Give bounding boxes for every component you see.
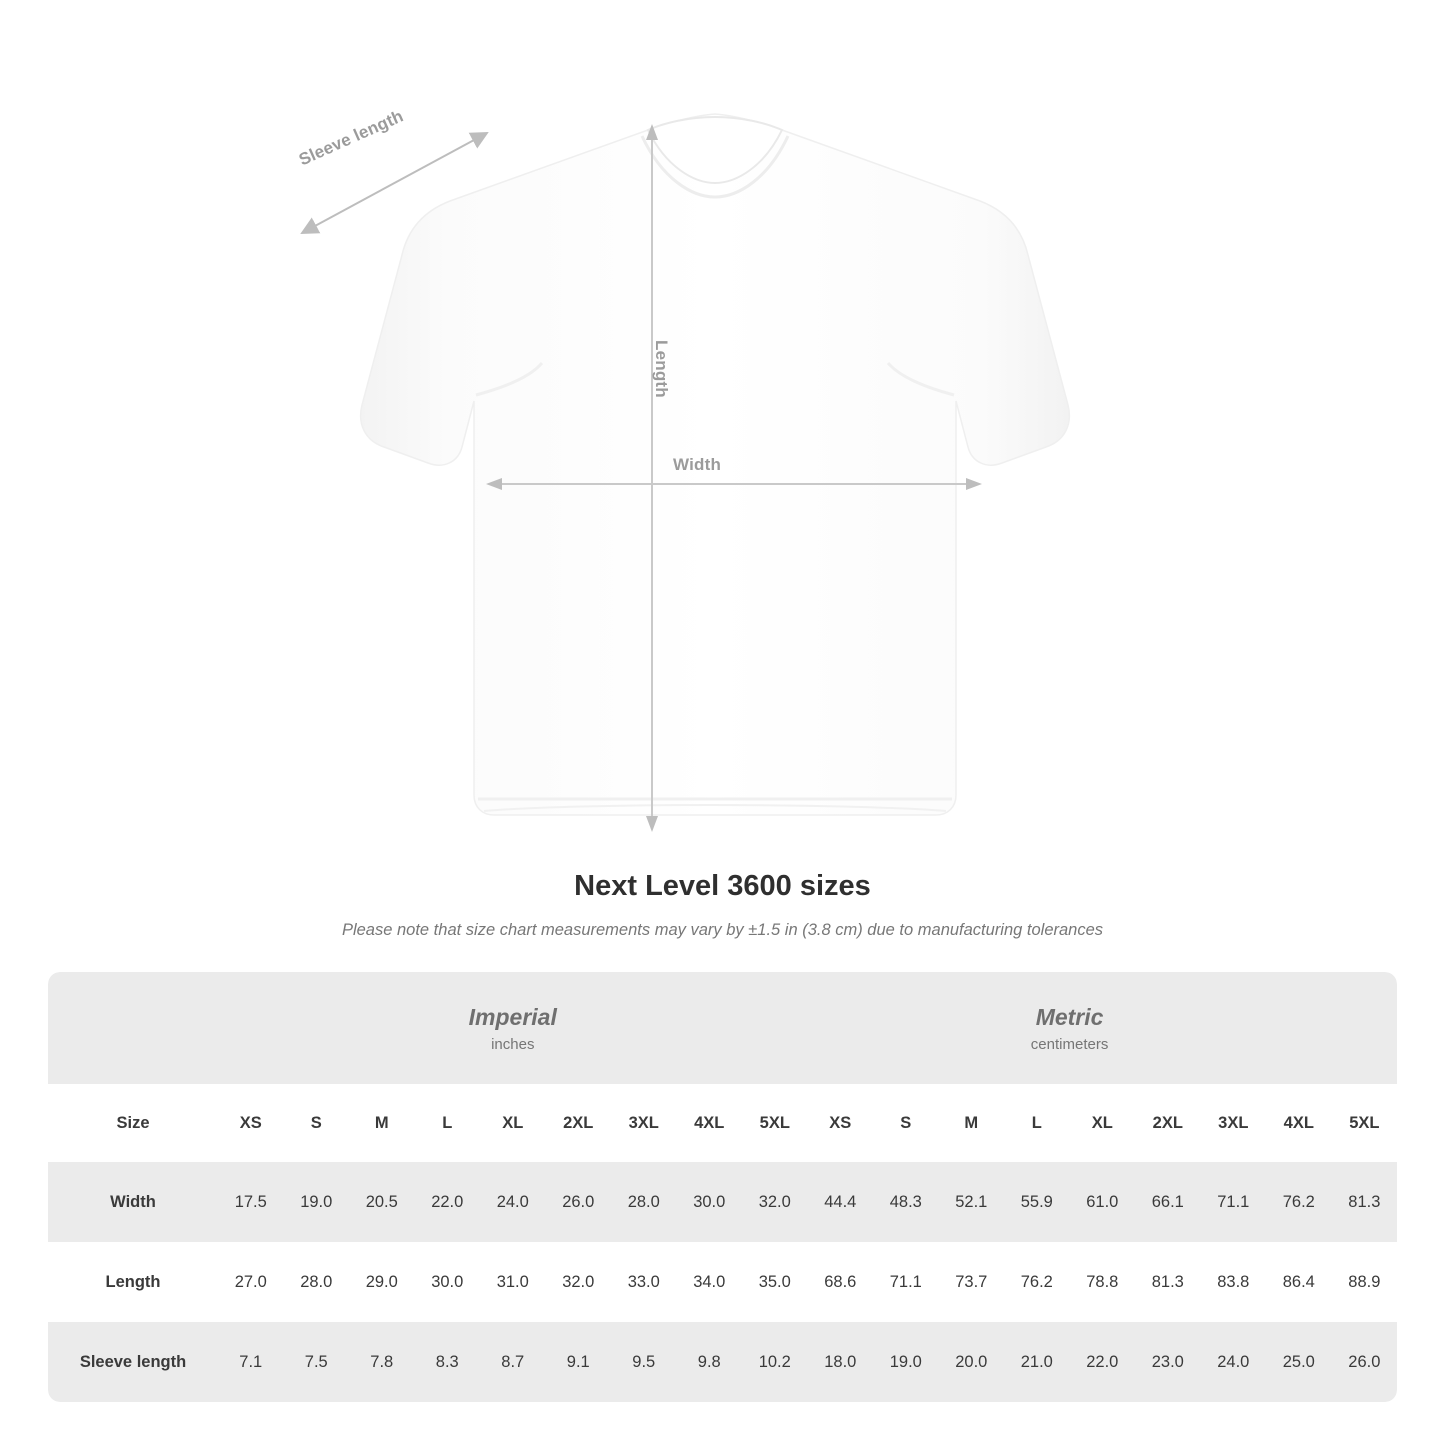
- cell-value: 76.2: [1266, 1162, 1332, 1242]
- size-header-cell: L: [1004, 1084, 1070, 1162]
- cell-value: 22.0: [1070, 1322, 1136, 1402]
- cell-value: 26.0: [1332, 1322, 1397, 1402]
- length-label: Length: [652, 340, 671, 398]
- cell-value: 9.1: [546, 1322, 612, 1402]
- cell-value: 26.0: [546, 1162, 612, 1242]
- row-label-sleeve-length: Sleeve length: [48, 1322, 218, 1402]
- unit-imperial-sub: inches: [491, 1036, 535, 1054]
- size-header-cell: XS: [808, 1084, 874, 1162]
- cell-value: 68.6: [808, 1242, 874, 1322]
- cell-value: 76.2: [1004, 1242, 1070, 1322]
- cell-value: 32.0: [742, 1162, 808, 1242]
- sleeve-length-label: Sleeve length: [296, 106, 407, 170]
- cell-value: 19.0: [284, 1162, 350, 1242]
- title-block: [0, 870, 1445, 940]
- cell-value: 81.3: [1332, 1162, 1397, 1242]
- size-header-label: Size: [48, 1084, 218, 1162]
- cell-value: 8.7: [480, 1322, 546, 1402]
- cell-value: 27.0: [218, 1242, 284, 1322]
- unit-header-row: [48, 972, 1397, 1084]
- cell-value: 28.0: [611, 1162, 677, 1242]
- size-table-wrapper: [48, 972, 1397, 1402]
- table-row: [48, 1162, 1397, 1242]
- unit-metric-name: Metric: [1035, 1003, 1104, 1030]
- cell-value: 71.1: [1201, 1162, 1267, 1242]
- cell-value: 83.8: [1201, 1242, 1267, 1322]
- size-header-cell: 3XL: [1201, 1084, 1267, 1162]
- cell-value: 23.0: [1135, 1322, 1201, 1402]
- size-header-cell: 2XL: [1135, 1084, 1201, 1162]
- cell-value: 8.3: [415, 1322, 481, 1402]
- table-row: [48, 1242, 1397, 1322]
- cell-value: 21.0: [1004, 1322, 1070, 1402]
- size-header-cell: 2XL: [546, 1084, 612, 1162]
- cell-value: 19.0: [873, 1322, 939, 1402]
- cell-value: 44.4: [808, 1162, 874, 1242]
- row-label-length: Length: [48, 1242, 218, 1322]
- unit-imperial: [218, 972, 808, 1084]
- size-header-cell: XS: [218, 1084, 284, 1162]
- size-table: [48, 972, 1397, 1402]
- cell-value: 33.0: [611, 1242, 677, 1322]
- cell-value: 30.0: [415, 1242, 481, 1322]
- cell-value: 7.5: [284, 1322, 350, 1402]
- cell-value: 73.7: [939, 1242, 1005, 1322]
- cell-value: 7.1: [218, 1322, 284, 1402]
- cell-value: 31.0: [480, 1242, 546, 1322]
- size-header-cell: 3XL: [611, 1084, 677, 1162]
- cell-value: 18.0: [808, 1322, 874, 1402]
- cell-value: 22.0: [415, 1162, 481, 1242]
- cell-value: 20.5: [349, 1162, 415, 1242]
- cell-value: 48.3: [873, 1162, 939, 1242]
- cell-value: 61.0: [1070, 1162, 1136, 1242]
- cell-value: 78.8: [1070, 1242, 1136, 1322]
- cell-value: 55.9: [1004, 1162, 1070, 1242]
- cell-value: 29.0: [349, 1242, 415, 1322]
- cell-value: 9.8: [677, 1322, 743, 1402]
- size-header-row: [48, 1084, 1397, 1162]
- cell-value: 7.8: [349, 1322, 415, 1402]
- size-header-cell: XL: [1070, 1084, 1136, 1162]
- cell-value: 52.1: [939, 1162, 1005, 1242]
- cell-value: 88.9: [1332, 1242, 1397, 1322]
- cell-value: 32.0: [546, 1242, 612, 1322]
- size-header-cell: S: [873, 1084, 939, 1162]
- unit-metric: [808, 972, 1332, 1084]
- cell-value: 34.0: [677, 1242, 743, 1322]
- cell-value: 24.0: [480, 1162, 546, 1242]
- cell-value: 9.5: [611, 1322, 677, 1402]
- cell-value: 86.4: [1266, 1242, 1332, 1322]
- cell-value: 17.5: [218, 1162, 284, 1242]
- size-header-cell: M: [939, 1084, 1005, 1162]
- cell-value: 71.1: [873, 1242, 939, 1322]
- page-title: Next Level 3600 sizes: [574, 870, 871, 902]
- cell-value: 25.0: [1266, 1322, 1332, 1402]
- size-header-cell: S: [284, 1084, 350, 1162]
- cell-value: 20.0: [939, 1322, 1005, 1402]
- tolerance-note: Please note that size chart measurements may vary by ±1.5 in (3.8 cm) due to manufacturing tolerances: [341, 921, 1104, 939]
- cell-value: 81.3: [1135, 1242, 1201, 1322]
- size-header-cell: XL: [480, 1084, 546, 1162]
- table-row: [48, 1322, 1397, 1402]
- unit-corner-cell-right: [1332, 972, 1397, 1084]
- size-header-cell: 5XL: [1332, 1084, 1397, 1162]
- unit-corner-cell: [48, 972, 218, 1084]
- cell-value: 35.0: [742, 1242, 808, 1322]
- cell-value: 66.1: [1135, 1162, 1201, 1242]
- unit-metric-sub: centimeters: [1030, 1036, 1109, 1054]
- unit-imperial-name: Imperial: [468, 1003, 557, 1030]
- cell-value: 30.0: [677, 1162, 743, 1242]
- size-header-cell: M: [349, 1084, 415, 1162]
- width-label: Width: [673, 455, 722, 474]
- row-label-width: Width: [48, 1162, 218, 1242]
- cell-value: 24.0: [1201, 1322, 1267, 1402]
- size-header-cell: L: [415, 1084, 481, 1162]
- size-header-cell: 5XL: [742, 1084, 808, 1162]
- size-header-cell: 4XL: [1266, 1084, 1332, 1162]
- cell-value: 28.0: [284, 1242, 350, 1322]
- cell-value: 10.2: [742, 1322, 808, 1402]
- size-header-cell: 4XL: [677, 1084, 743, 1162]
